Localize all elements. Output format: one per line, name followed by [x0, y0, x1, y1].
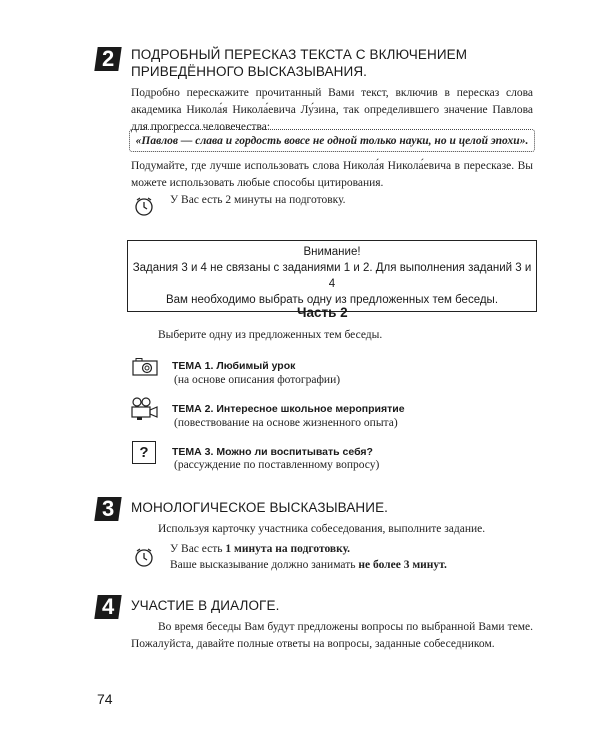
- quote-text: «Павлов — слава и гордость вовсе не одной только науки, но и целой эпохи».: [135, 135, 529, 147]
- task-number-4: 4: [94, 595, 121, 619]
- task-2-time-note: У Вас есть 2 минуты на подготовку.: [170, 194, 346, 206]
- task-2-instruction: Подробно перескажите прочитанный Вами текст, включив в пересказ слова академика Никола́я Никола́евича Лу́зина, так определившего значение Павлова для прогресса человечества:: [131, 87, 533, 133]
- notice-line-2: Вам необходимо выбрать одну из предложенных тем беседы.: [165, 294, 499, 306]
- task-3-speak-note: Ваше высказывание должно занимать не более 3 минут.: [170, 559, 447, 571]
- topic-3-subtitle: (рассуждение по поставленному вопросу): [174, 459, 380, 471]
- topic-1-subtitle: (на основе описания фотографии): [174, 374, 341, 386]
- quote-box: [129, 129, 535, 152]
- video-camera-icon: [129, 397, 159, 421]
- camera-icon: [132, 357, 158, 377]
- question-icon: ?: [132, 441, 156, 464]
- task-3-title: МОНОЛОГИЧЕСКОЕ ВЫСКАЗЫВАНИЕ.: [131, 500, 389, 515]
- task-4-text: Во время беседы Вам будут предложены вопросы по выбранной Вами теме. Пожалуйста, давайте полные ответы на вопросы, заданные собеседником.: [131, 621, 533, 650]
- topic-2-subtitle: (повествование на основе жизненного опыта): [174, 417, 398, 429]
- part-2-instruction: Выберите одну из предложенных тем беседы.: [158, 329, 383, 341]
- task-2-title: ПОДРОБНЫЙ ПЕРЕСКАЗ ТЕКСТА С ВКЛЮЧЕНИЕМ ПРИВЕДЁННОГО ВЫСКАЗЫВАНИЯ.: [131, 47, 468, 79]
- task-number-2: 2: [94, 47, 121, 71]
- page-number: 74: [97, 691, 113, 707]
- task-number-3: 3: [94, 497, 121, 521]
- notice-heading: Внимание!: [303, 246, 361, 258]
- topic-2-title: ТЕМА 2. Интересное школьное мероприятие: [172, 403, 405, 415]
- clock-icon: [133, 546, 155, 568]
- notice-line-1: Задания 3 и 4 не связаны с заданиями 1 и 2. Для выполнения заданий 3 и 4: [132, 262, 532, 290]
- task-3-instruction: Используя карточку участника собеседования, выполните задание.: [158, 523, 486, 535]
- task-2-hint: Подумайте, где лучше использовать слова Никола́я Никола́евича в пересказе. Вы можете использовать любые способы цитирования.: [131, 160, 533, 189]
- task-4-title: УЧАСТИЕ В ДИАЛОГЕ.: [131, 598, 280, 613]
- topic-3-title: ТЕМА 3. Можно ли воспитывать себя?: [172, 446, 373, 458]
- task-3-prep-note: У Вас есть 1 минута на подготовку.: [170, 543, 351, 555]
- topic-1-title: ТЕМА 1. Любимый урок: [172, 360, 296, 372]
- part-2-title: Часть 2: [297, 305, 348, 320]
- clock-icon: [133, 195, 155, 217]
- notice-box: [127, 240, 537, 312]
